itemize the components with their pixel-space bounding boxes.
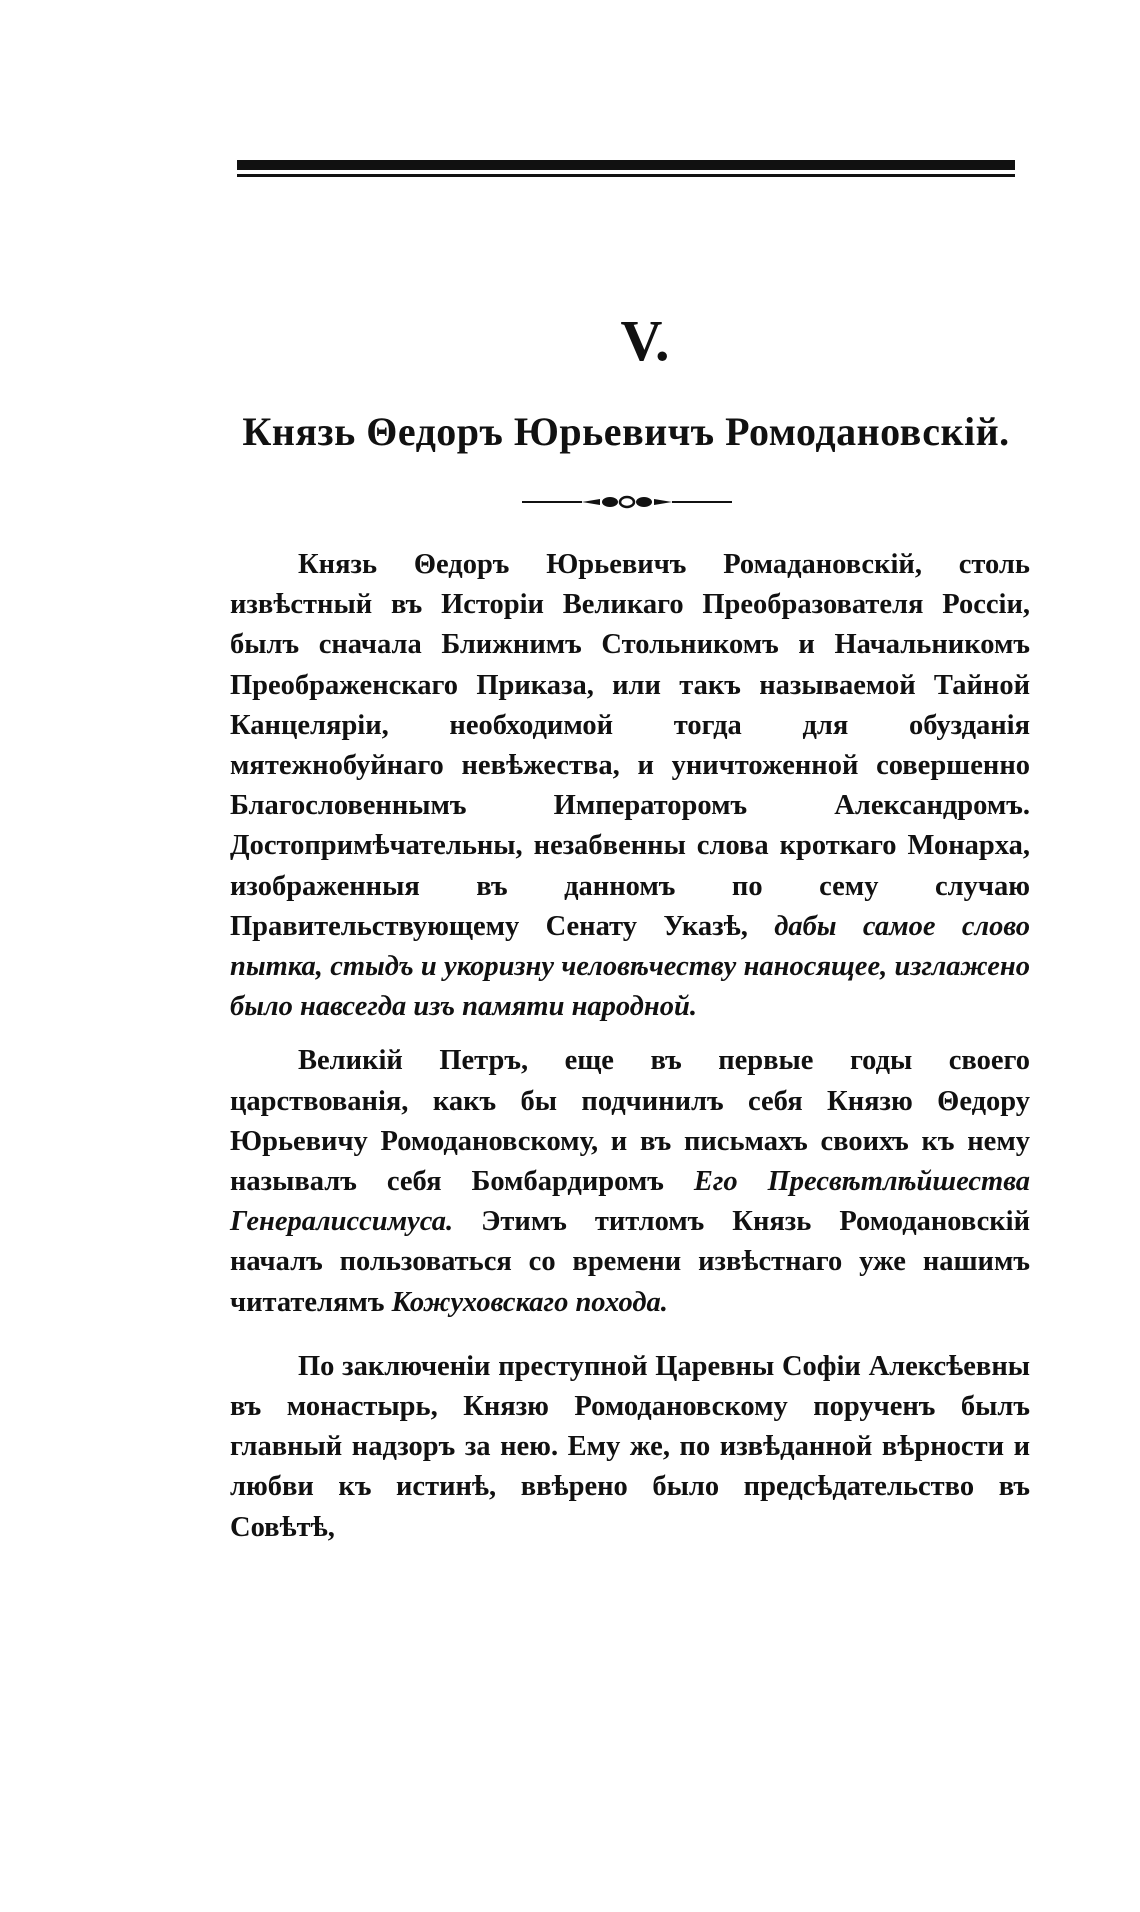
paragraph-2-italic-campaign: Кожуховскаго похода. [391, 1286, 668, 1318]
header-rule-thin [237, 174, 1015, 177]
chapter-number: V. [620, 308, 670, 373]
body-text [230, 545, 1030, 1548]
header-double-rule [237, 160, 1015, 178]
paragraph-1 [230, 545, 1030, 1027]
paragraph-3 [230, 1347, 1030, 1548]
paragraph-2 [230, 1041, 1030, 1322]
paragraph-2-text-b: Этимъ титломъ Князь Ромодановскій началъ пользоваться со времени извѣстнаго уже нашимъ читателямъ [230, 1206, 1030, 1318]
paragraph-1-text: Князь Θедоръ Юрьевичъ Ромадановскій, столь извѣстный въ Исторіи Великаго Преобразователя Россіи, былъ сначала Ближнимъ Стольникомъ и Начальникомъ Преображенскаго Приказа, или такъ называемой Тайной Канцеляріи, необходимой тогда для обузданія мятежнобуйнаго невѣжества, и уничтоженной совершенно Благословеннымъ Императоромъ Александромъ. Достопримѣчательны, незабвенны слова кроткаго Монарха, изображенныя въ данномъ по сему случаю Правительствующему Сенату Указѣ, [230, 549, 1030, 942]
paragraph-2-italic-title: Его Пресвѣтлѣйшества Генералиссимуса. [230, 1166, 1031, 1238]
chapter-title: Князь Θедоръ Юрьевичъ Ромодановскій. [242, 409, 1010, 454]
paragraph-1-italic-quote: дабы самое слово пытка, стыдъ и укоризну человѣчеству наносящее, изглажено было навсегда изъ памяти народной. [230, 910, 1030, 1023]
paragraph-3-text: По заключеніи преступной Царевны Софіи Алексѣевны въ монастырь, Князю Ромодановскому порученъ былъ главный надзоръ за нею. Ему же, по извѣданной вѣрности и любви къ истинѣ, ввѣрено было предсѣдательство въ Совѣтѣ, [230, 1350, 1030, 1543]
header-rule-thick [237, 160, 1015, 170]
ornament-divider-icon [522, 493, 732, 511]
paragraph-2-text-a: Великій Петръ, еще въ первые годы своего царствованія, какъ бы подчинилъ себя Князю Θедору Юрьевичу Ромодановскому, и въ письмахъ своихъ къ нему называлъ себя Бомбардиромъ [230, 1045, 1030, 1198]
